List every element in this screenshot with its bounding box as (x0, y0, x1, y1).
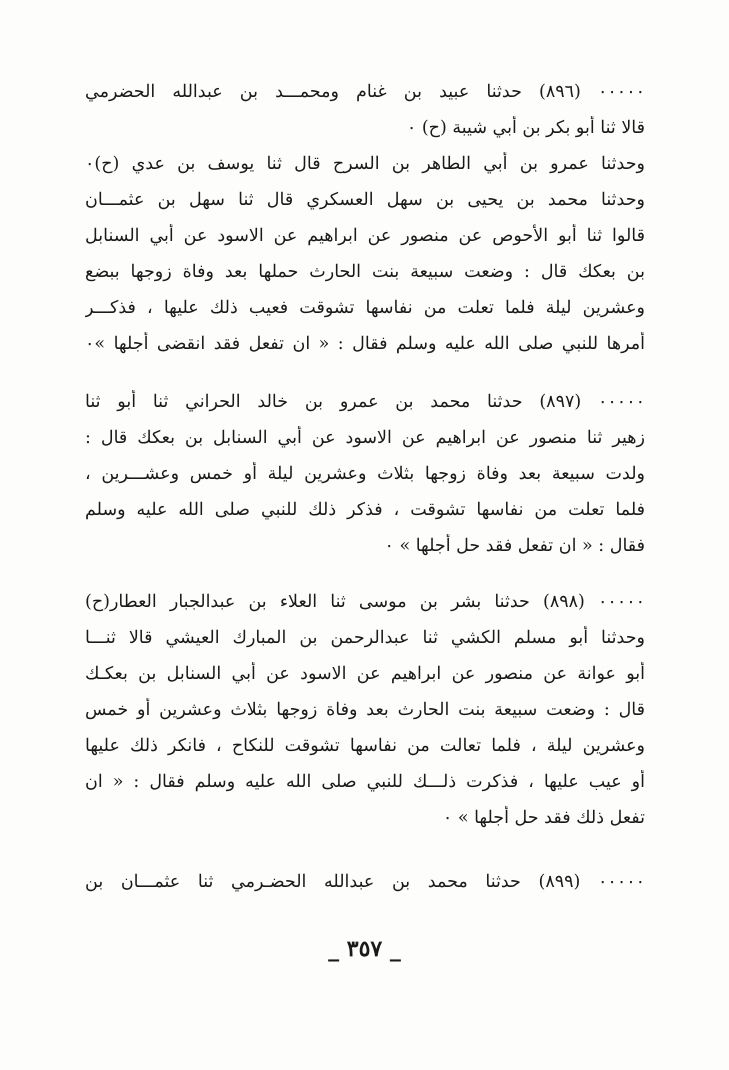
text-line-hadith-896-heading: ٠٠٠٠٠ (٨٩٦) حدثنا عبيد بن غنام ومحمـــد بن عبدالله الحضرمي (85, 82, 645, 102)
text-line: فلما تعلت من نفاسها تشوقت ، فذكر ذلك للنبي صلى الله عليه وسلم (85, 500, 645, 520)
page-number: _ ٣٥٧ _ (328, 936, 401, 962)
text-line: أمرها للنبي صلى الله عليه وسلم فقال : « ان تفعل فقد انقضى أجلها »٠ (85, 334, 645, 354)
text-line: تفعل ذلك فقد حل أجلها » ٠ (442, 808, 645, 828)
text-line: زهير ثنا منصور عن ابراهيم عن الاسود عن أبي السنابل بن بعكك قال : (85, 428, 645, 448)
text-line: وعشرين ليلة ، فلما تعالت من نفاسها تشوقت للنكاح ، فانكر ذلك عليها (85, 736, 645, 756)
text-line: ولدت سبيعة بعد وفاة زوجها بثلاث وعشرين ليلة أو خمس وعشـــرين ، (85, 464, 645, 484)
text-line: وحدثنا عمرو بن أبي الطاهر بن السرح قال ثنا يوسف بن عدي (ح)٠ (85, 154, 645, 174)
text-line: أبو عوانة عن منصور عن ابراهيم عن الاسود عن أبي السنابل بن بعكـك (85, 664, 645, 684)
text-line: بن بعكك قال : وضعت سبيعة بنت الحارث حملها بعد وفاة زوجها ببضع (85, 262, 645, 282)
text-line-hadith-897-heading: ٠٠٠٠٠ (٨٩٧) حدثنا محمد بن عمرو بن خالد الحراني ثنا أبو ثنا (85, 392, 645, 412)
text-line: قالا ثنا أبو بكر بن أبي شيبة (ح) ٠ (406, 118, 645, 138)
text-line-hadith-898-heading: ٠٠٠٠٠ (٨٩٨) حدثنا بشر بن موسى ثنا العلاء بن عبدالجبار العطار(ح) (85, 592, 645, 612)
text-line: أو عيب عليها ، فذكرت ذلـــك للنبي صلى الله عليه وسلم فقال : « ان (85, 772, 645, 792)
text-line: قالوا ثنا أبو الأحوص عن منصور عن ابراهيم عن الاسود عن أبي السنابل (85, 226, 645, 246)
text-line-hadith-899-heading: ٠٠٠٠٠ (٨٩٩) حدثنا محمد بن عبدالله الحضـرمي ثنا عثمـــان بن (85, 872, 645, 892)
text-line: قال : وضعت سبيعة بنت الحارث بعد وفاة زوجها بثلاث وعشرين أو خمس (85, 700, 645, 720)
text-line: وحدثنا محمد بن يحيى بن سهل العسكري قال ثنا سهل بن عثمـــان (85, 190, 645, 210)
text-line: وعشرين ليلة فلما تعلت من نفاسها تشوقت فعيب ذلك عليها ، فذكـــر (85, 298, 645, 318)
text-line: فقال : « ان تفعل فقد حل أجلها » ٠ (384, 536, 645, 556)
text-line: وحدثنا أبو مسلم الكشي ثنا عبدالرحمن بن المبارك العيشي قالا ثنـــا (85, 628, 645, 648)
